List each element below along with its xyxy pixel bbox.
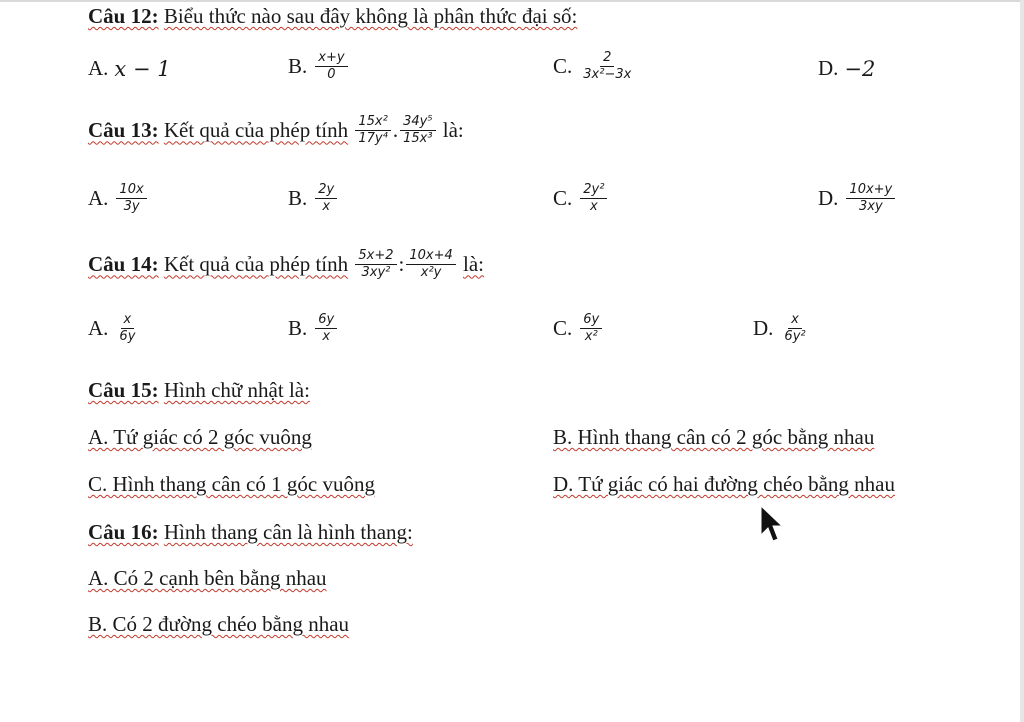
q14-option-d: D. $\frac{x}{\text{6y²}}$ [753, 312, 806, 345]
q13-operator: . [392, 118, 399, 143]
q14-operator: : [398, 252, 405, 277]
q15-option-b: B. Hình thang cân có 2 góc bằng nhau [553, 425, 875, 449]
q13-option-b: B. $\frac{2y}{x}$ [288, 182, 339, 216]
question-15-label: Câu 15: [88, 378, 159, 402]
q12-option-d-expr: −2 [844, 56, 876, 81]
q16-option-a: A. Có 2 cạnh bên bằng nhau [88, 566, 327, 590]
question-16 [88, 520, 413, 545]
q12-option-c: C. $\frac{2}{\text{3x²−3x}}$ [553, 50, 636, 84]
q14-fraction-1: $\frac{5x+2}{\text{3xy²}}$ [355, 248, 396, 282]
question-16-text: Hình thang cân là hình thang: [163, 520, 413, 544]
question-15-text: Hình chữ nhật là: [163, 378, 310, 402]
q14-option-b: B. $\frac{6y}{x}$ [288, 312, 339, 346]
q13-option-c: C. $\frac{\text{2y²}}{x}$ [553, 182, 609, 216]
q15-option-c: C. Hình thang cân có 1 góc vuông [88, 472, 375, 496]
question-13-text: Kết quả của phép tính [163, 118, 349, 143]
q12-option-b: B. $\frac{x+y}{0}$ [288, 50, 350, 84]
page-right-border [1020, 0, 1024, 722]
q13-option-a: A. $\frac{10x}{3y}$ [88, 182, 149, 216]
question-14-label: Câu 14: [88, 252, 159, 277]
q13-fraction-2: $\frac{\text{34y⁵}}{\text{15x³}}$ [400, 114, 435, 148]
question-15 [88, 378, 310, 403]
q12-option-b-fraction: $\frac{x+y}{0}$ [315, 50, 347, 84]
question-14 [88, 248, 484, 282]
question-13-label: Câu 13: [88, 118, 159, 143]
page-top-border [0, 0, 1024, 2]
question-13 [88, 114, 464, 148]
question-16-label: Câu 16: [88, 520, 159, 544]
question-13-tail: là: [442, 118, 464, 143]
q12-option-c-fraction: $\frac{2}{\text{3x²−3x}}$ [583, 50, 632, 83]
q15-option-a: A. Tứ giác có 2 góc vuông [88, 425, 312, 449]
q14-option-c: C. $\frac{6y}{\text{x²}}$ [553, 312, 604, 346]
q12-option-a-expr: x − 1 [114, 56, 171, 81]
q12-option-d: D. −2 [818, 56, 876, 81]
q13-option-d: D. $\frac{10x+y}{3xy}$ [818, 182, 897, 216]
q14-fraction-2: $\frac{10x+4}{\text{x²y}}$ [406, 248, 455, 282]
q15-option-d: D. Tứ giác có hai đường chéo bằng nhau [553, 472, 895, 496]
question-14-tail: là: [463, 252, 485, 277]
mouse-pointer-icon [760, 505, 784, 547]
question-12-text: Biểu thức nào sau đây không là phân thức đại số: [163, 4, 578, 28]
q13-fraction-1: $\frac{\text{15x²}}{\text{17y⁴}}$ [355, 114, 390, 148]
q12-option-a: A. x − 1 [88, 56, 171, 81]
question-12-label: Câu 12: [88, 4, 159, 28]
question-12 [88, 4, 577, 29]
question-14-text: Kết quả của phép tính [163, 252, 349, 277]
q16-option-b: B. Có 2 đường chéo bằng nhau [88, 612, 350, 636]
q14-option-a: A. $\frac{x}{6y}$ [88, 312, 136, 345]
